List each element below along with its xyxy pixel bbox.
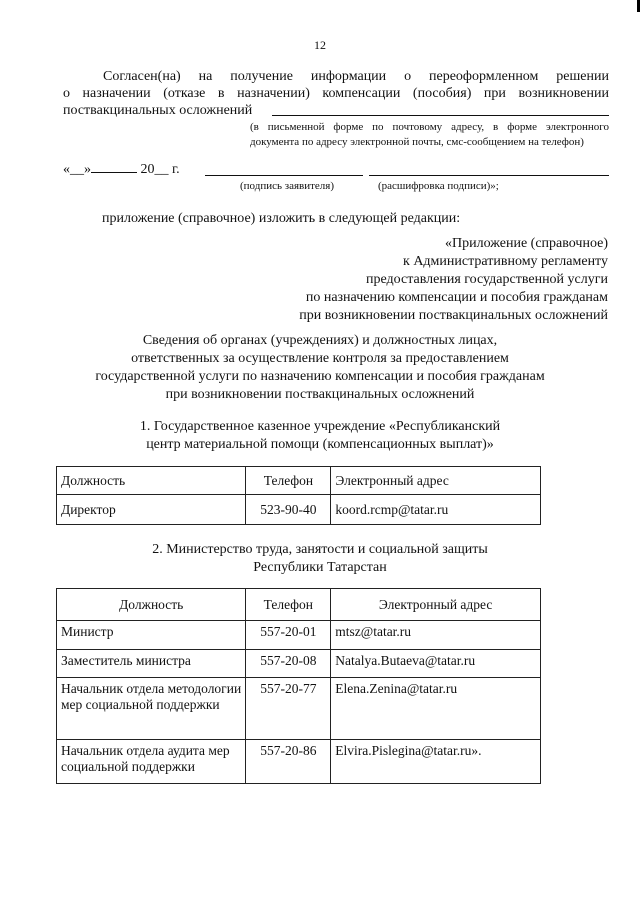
doc-title-line: государственной услуги по назначению компенсации и пособия гражданам xyxy=(95,369,545,384)
cell-email: Natalya.Butaeva@tatar.ru xyxy=(331,650,541,678)
header-email: Электронный адрес xyxy=(331,589,541,621)
table-row xyxy=(57,740,541,784)
table-row xyxy=(57,678,541,740)
table-row xyxy=(57,650,541,678)
table-header-row xyxy=(57,467,541,495)
section1-title-line: центр материальной помощи (компенсационных выплат)» xyxy=(146,437,494,452)
section2-title-line: Республики Татарстан xyxy=(253,560,387,575)
section1-title-line: 1. Государственное казенное учреждение «Республиканский xyxy=(139,419,501,434)
table-row xyxy=(57,621,541,650)
cell-position: Заместитель министра xyxy=(57,650,246,678)
cell-phone: 557-20-86 xyxy=(246,740,331,784)
section2-title-line: 2. Министерство труда, занятости и социальной защиты xyxy=(152,542,488,557)
doc-title-line: Сведения об органах (учреждениях) и должностных лицах, xyxy=(142,333,498,348)
consent-line-3: поствакцинальных осложнений xyxy=(63,103,253,118)
cell-position: Начальник отдела методологии мер социальной поддержки xyxy=(57,678,246,740)
cell-phone: 557-20-01 xyxy=(246,621,331,650)
table-header-row xyxy=(57,589,541,621)
consent-underline xyxy=(272,115,609,116)
section2-title xyxy=(0,541,640,577)
cell-position: Начальник отдела аудита мер социальной поддержки xyxy=(57,740,246,784)
appendix-header xyxy=(299,235,608,325)
cell-position: Директор xyxy=(57,495,246,525)
cell-email: koord.rcmp@tatar.ru xyxy=(331,495,541,525)
header-position: Должность xyxy=(57,589,246,621)
header-phone: Телефон xyxy=(246,467,331,495)
header-email: Электронный адрес xyxy=(331,467,541,495)
appendix-header-line: предоставления государственной услуги xyxy=(366,272,608,287)
section2-table xyxy=(56,588,541,784)
cell-phone: 557-20-08 xyxy=(246,650,331,678)
page-number: 12 xyxy=(314,38,326,52)
consent-line-2: о назначении (отказе в назначении) компенсации (пособия) при возникновении xyxy=(63,86,609,101)
decode-underline xyxy=(369,175,609,176)
signature-underline xyxy=(205,175,363,176)
delivery-method-note: (в письменной форме по почтовому адресу, в форме электронного документа по адресу электронной почты, смс-сообщением на телефон) xyxy=(250,121,609,148)
appendix-header-line: при возникновении поствакцинальных осложнений xyxy=(299,308,608,323)
cell-position: Министр xyxy=(57,621,246,650)
cell-email: Elena.Zenina@tatar.ru xyxy=(331,678,541,740)
table-row xyxy=(57,495,541,525)
cell-phone: 523-90-40 xyxy=(246,495,331,525)
section1-table xyxy=(56,466,541,525)
cell-email: mtsz@tatar.ru xyxy=(331,621,541,650)
appendix-header-line: «Приложение (справочное) xyxy=(445,236,608,251)
date-day: «__» xyxy=(63,162,91,177)
doc-title xyxy=(0,332,640,404)
section1-title xyxy=(0,418,640,454)
cell-email: Elvira.Pislegina@tatar.ru». xyxy=(331,740,541,784)
consent-line-1: Согласен(на) на получение информации о переоформленном решении xyxy=(103,69,609,84)
header-phone: Телефон xyxy=(246,589,331,621)
cell-phone: 557-20-77 xyxy=(246,678,331,740)
date-line xyxy=(63,160,180,178)
appendix-header-line: к Административному регламенту xyxy=(403,254,608,269)
header-position: Должность xyxy=(57,467,246,495)
signature-caption: (подпись заявителя) xyxy=(240,180,335,192)
date-month-blank xyxy=(91,160,137,173)
decode-caption: (расшифровка подписи)»; xyxy=(378,180,499,192)
doc-title-line: ответственных за осуществление контроля за предоставлением xyxy=(131,351,509,366)
appendix-header-line: по назначению компенсации и пособия гражданам xyxy=(305,290,608,305)
doc-title-line: при возникновении поствакцинальных осложнений xyxy=(165,387,475,402)
edit-instruction: приложение (справочное) изложить в следующей редакции: xyxy=(102,211,461,226)
date-year: 20__ г. xyxy=(140,162,180,177)
